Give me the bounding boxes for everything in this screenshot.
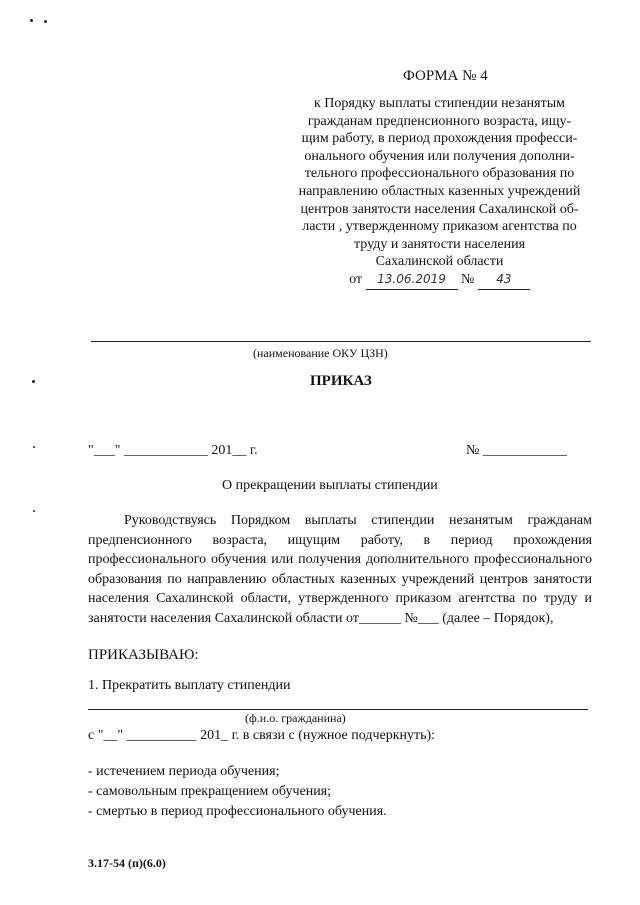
number-prefix: № [461,271,475,287]
fio-line [88,709,588,710]
org-name-line [91,341,591,342]
org-name-caption: (наименование ОКУ ЦЗН) [253,346,388,360]
reason-item: - смертью в период профессионального обучения. [88,804,387,819]
from-prefix: от [349,271,363,287]
since-line: с "__" __________ 201_ г. в связи с (нужное подчеркнуть): [88,728,436,743]
order-preamble: Руководствуясь Порядком выплаты стипендии незанятым гражданам предпенсионного возраста, ищущим работу, в период прохождения профессионального обучения или получения дополнительного профессионального образования по направлению областных казенных учреждений центров занятости населения Сахалинской области, утвержденного приказом агентства по труду и занятости населения Сахалинской области от______ №___ (далее – Порядок), [88,513,592,626]
appendix-line: центров занятости населения Сахалинской об- [300,201,579,217]
scan-speck [32,380,35,383]
order-item-1: 1. Прекратить выплату стипендии [88,678,291,693]
form-code: 3.17-54 (п)(6.0) [88,856,166,870]
appendix-line: труду и занятости населения [353,236,526,252]
order-number-line: № ____________ [466,443,567,458]
appendix-line: тельного профессионального образования по [304,166,575,182]
appendix-line: щим работу, в период прохождения професси- [301,131,578,147]
appendix-line: направлению областных казенных учреждений [298,183,581,199]
scan-speck [30,19,33,22]
scan-speck [44,20,47,23]
order-date-line: "___" ____________ 201__ г. [88,443,258,458]
order-title: ПРИКАЗ [310,373,372,389]
scan-speck [33,510,35,512]
fio-caption: (ф.и.о. гражданина) [245,711,346,725]
approval-date: 13.06.2019 [366,271,458,290]
appendix-line: ласти , утвержденному приказом агентства по [302,219,577,235]
appendix-block [282,95,597,290]
orders-label: ПРИКАЗЫВАЮ: [88,647,199,663]
form-label: ФОРМА № 4 [403,68,488,84]
order-subject: О прекращении выплаты стипендии [222,478,438,493]
appendix-line: Сахалинской области [375,254,504,270]
appendix-line: онального обучения или получения дополни- [304,148,575,164]
scan-speck [33,446,35,448]
appendix-line: к Порядку выплаты стипендии незанятым [313,96,565,111]
approval-reference [282,271,597,290]
reason-item: - самовольным прекращением обучения; [88,784,332,799]
approval-number: 43 [478,271,530,290]
appendix-line: гражданам предпенсионного возраста, ищу- [307,113,572,129]
reason-item: - истечением периода обучения; [88,764,280,779]
